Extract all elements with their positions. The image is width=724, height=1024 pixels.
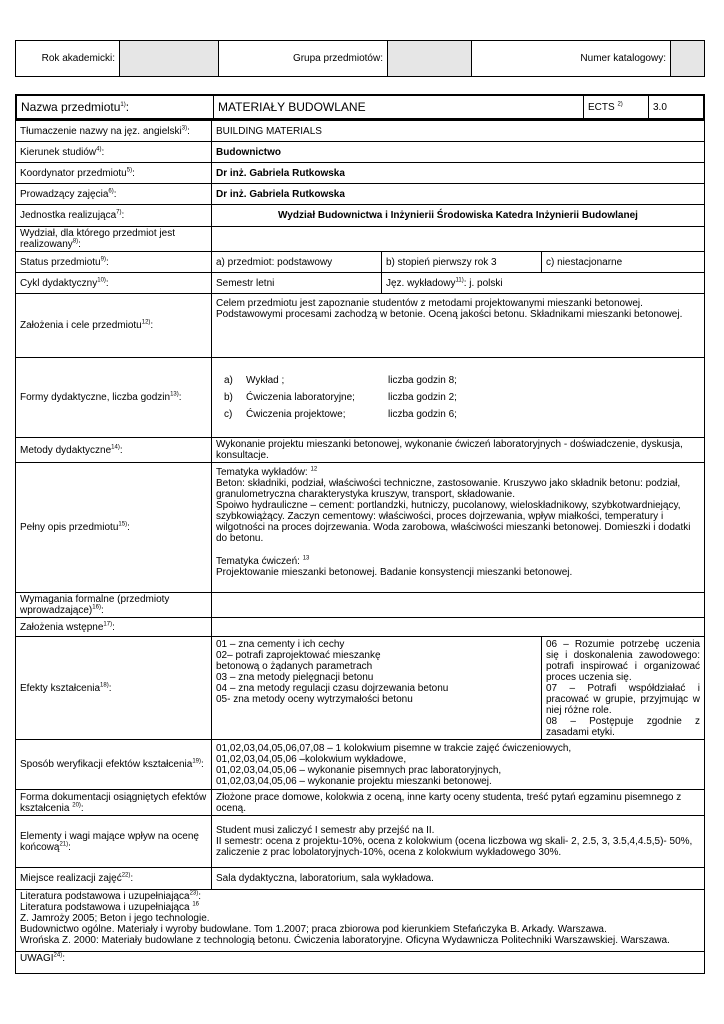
verification-label: Sposób weryfikacji efektów kształcenia$^{19)}$: bbox=[16, 740, 212, 790]
outcomes-right bbox=[542, 637, 705, 740]
faculty-label: Wydział, dla którego przedmiot jest realizowany$^{8)}$: bbox=[16, 227, 212, 252]
notes-cell: UWAGI$^{24)}$: bbox=[16, 952, 705, 974]
exercises-heading: Tematyka ćwiczeń: $^{13}$ bbox=[216, 555, 310, 567]
unit-value: Wydział Budownictwa i Inżynierii Środowiska Katedra Inżynierii Budowlanej bbox=[212, 205, 705, 227]
literature-cell bbox=[16, 890, 705, 952]
status-a: a) przedmiot: podstawowy bbox=[212, 252, 382, 273]
goals-label: Założenia i cele przedmiotu$^{12)}$: bbox=[16, 294, 212, 358]
documentation-label: Forma dokumentacji osiągniętych efektów kształcenia $^{20)}$: bbox=[16, 790, 212, 816]
verification-item: 01,02,03,04,05,06 –kolokwium wykładowe, bbox=[216, 753, 407, 765]
prereq-formal-label: Wymagania formalne (przedmioty wprowadzające)$^{16)}$: bbox=[16, 593, 212, 618]
status-c: c) niestacjonarne bbox=[542, 252, 705, 273]
description-value bbox=[212, 463, 705, 593]
verification-item: 01,02,03,04,05,06,07,08 – 1 kolokwium pisemne w trakcie zajęć ćwiczeniowych, bbox=[216, 742, 572, 754]
unit-label: Jednostka realizująca$^{7)}$: bbox=[16, 205, 212, 227]
literature-label: Literatura podstawowa i uzupełniająca$^{23)}$: bbox=[20, 890, 202, 902]
coordinator-label: Koordynator przedmiotu$^{5)}$: bbox=[16, 163, 212, 184]
description-label: Pełny opis przedmiotu$^{15)}$: bbox=[16, 463, 212, 593]
outcome-item: 01 – zna cementy i ich cechy bbox=[216, 639, 345, 650]
methods-value: Wykonanie projektu mieszanki betonowej, wykonanie ćwiczeń laboratoryjnych - doświadczenie, dyskusja, konsultacje. bbox=[212, 438, 705, 463]
outcome-item: 06 – Rozumie potrzebę uczenia się i doskonalenia zawodowego: potrafi inspirować i organizować proces uczenia się. bbox=[546, 639, 700, 683]
literature-label: Literatura podstawowa i uzupełniająca $^{16}$ bbox=[20, 901, 200, 913]
coordinator-value: Dr inż. Gabriela Rutkowska bbox=[212, 163, 705, 184]
subject-group-value bbox=[388, 41, 472, 77]
lectures-heading: Tematyka wykładów: $^{12}$ bbox=[216, 466, 318, 478]
status-label: Status przedmiotu$^{9)}$: bbox=[16, 252, 212, 273]
literature-item: Z. Jamroży 2005; Beton i jego technologie. bbox=[20, 913, 210, 924]
outcome-item: 04 – zna metody regulacji czasu dojrzewania betonu bbox=[216, 683, 449, 694]
place-label: Miejsce realizacji zajęć$^{22)}$: bbox=[16, 868, 212, 890]
lectures-topics: Beton: składniki, podział, właściwości techniczne, zastosowanie. Kruszywo jako składnik betonu: podział, granulometryczna charakterystyka kruszyw, transport, składowanie. bbox=[216, 478, 681, 500]
field-value: Budownictwo bbox=[212, 142, 705, 163]
course-name-label: Nazwa przedmiotu$^{1)}$: bbox=[16, 95, 214, 119]
cycle-label: Cykl dydaktyczny$^{10)}$: bbox=[16, 273, 212, 294]
verification-value bbox=[212, 740, 705, 790]
place-value: Sala dydaktyczna, laboratorium, sala wykładowa. bbox=[212, 868, 705, 890]
cycle-value: Semestr letni bbox=[212, 273, 382, 294]
outcome-item: 02– potrafi zaprojektować mieszankę betonową o żądanych parametrach bbox=[216, 650, 381, 672]
form-item: b) Ćwiczenia laboratoryjne; liczba godzin 2; bbox=[224, 392, 457, 403]
lectures-topics: Spoiwo hydrauliczne – cement: portlandzki, hutniczy, pucolanowy, wieloskładnikowy, szybkotwardniejący, szybkowiążący. Zaczyn cementowy: właściwości, proces dojrzewania, wpływ miałkości, temperatury i wilgotności na proces dojrzewania. Woda zarobowa, właściwości mieszanki betonowej. Domieszki i dodatki do betonu. bbox=[216, 500, 691, 544]
catalog-number-value bbox=[671, 41, 705, 77]
weights-label: Elementy i wagi mające wpływ na ocenę końcową$^{21)}$: bbox=[16, 816, 212, 868]
ects-value: 3.0 bbox=[649, 95, 705, 119]
literature-item: Wrońska Z. 2000: Materiały budowlane z technologią betonu. Ćwiczenia laboratoryjne. Oficyna Wydawnicza Politechniki Warszawskiej. Warszawa. bbox=[20, 935, 670, 946]
outcomes-left bbox=[212, 637, 542, 740]
outcome-item: 05- zna metody oceny wytrzymałości betonu bbox=[216, 694, 413, 705]
header-table bbox=[15, 40, 705, 77]
verification-item: 01,02,03,04,05,06 – wykonanie pisemnych prac laboratoryjnych, bbox=[216, 764, 502, 776]
prereq-label: Założenia wstępne$^{17)}$: bbox=[16, 618, 212, 637]
documentation-value: Złożone prace domowe, kolokwia z oceną, inne karty oceny studenta, treść pytań egzaminu pisemnego z oceną. bbox=[212, 790, 705, 816]
outcomes-label: Efekty kształcenia$^{18)}$: bbox=[16, 637, 212, 740]
translation-label: Tłumaczenie nazwy na jęz. angielski$^{3)}$: bbox=[16, 121, 212, 142]
academic-year-label: Rok akademicki: bbox=[16, 41, 120, 77]
literature-item: Budownictwo ogólne. Materiały i wyroby budowlane. Tom 1.2007; praca zbiorowa pod kierunkiem Stefańczyka B. Arkady. Warszawa. bbox=[20, 924, 607, 935]
weights-value bbox=[212, 816, 705, 868]
forms-label: Formy dydaktyczne, liczba godzin$^{13)}$: bbox=[16, 358, 212, 438]
exercises-topics: Projektowanie mieszanki betonowej. Badanie konsystencji mieszanki betonowej. bbox=[216, 567, 573, 578]
outcome-item: 08 – Postępuje zgodnie z zasadami etyki. bbox=[546, 716, 700, 738]
field-label: Kierunek studiów$^{4)}$: bbox=[16, 142, 212, 163]
form-item: a) Wykład ; liczba godzin 8; bbox=[224, 375, 457, 386]
faculty-value bbox=[212, 227, 705, 252]
form-item: c) Ćwiczenia projektowe; liczba godzin 6; bbox=[224, 409, 457, 420]
prereq-formal-value bbox=[212, 593, 705, 618]
course-name-value: MATERIAŁY BUDOWLANE bbox=[214, 95, 584, 119]
outcome-item: 03 – zna metody pielęgnacji betonu bbox=[216, 672, 374, 683]
subject-group-label: Grupa przedmiotów: bbox=[219, 41, 388, 77]
goals-value: Celem przedmiotu jest zapoznanie studentów z metodami projektowanymi mieszanki betonowej. Podstawowymi procesami zachodzą w betonie. Oceną jakości betonu. Składnikami mieszanki betonowej. bbox=[212, 294, 705, 358]
ects-label: ECTS $^{2)}$ bbox=[584, 95, 649, 119]
status-b: b) stopień pierwszy rok 3 bbox=[382, 252, 542, 273]
main-table bbox=[15, 120, 705, 974]
academic-year-value bbox=[120, 41, 219, 77]
catalog-number-label: Numer katalogowy: bbox=[472, 41, 671, 77]
outcome-item: 07 – Potrafi współdziałać i pracować w grupie, przyjmując w niej różne role. bbox=[546, 683, 700, 716]
weights-line: II semestr: ocena z projektu-10%, ocena z kolokwium (ocena liczbowa wg skali- 2, 2.5, 3, 3.5,4,4.5,5)- 50%, zaliczenie z prac lobolatoryjnych-10%, ocena z kolokwium wykładowego 30%. bbox=[216, 836, 693, 858]
verification-item: 01,02,03,04,05,06 – wykonanie projektu mieszanki betonowej. bbox=[216, 775, 492, 787]
methods-label: Metody dydaktyczne$^{14)}$: bbox=[16, 438, 212, 463]
weights-line: Student musi zaliczyć I semestr aby przejść na II. bbox=[216, 825, 435, 836]
translation-value: BUILDING MATERIALS bbox=[212, 121, 705, 142]
prereq-value bbox=[212, 618, 705, 637]
forms-value bbox=[212, 358, 705, 438]
course-name-table bbox=[15, 94, 705, 120]
lecturer-value: Dr inż. Gabriela Rutkowska bbox=[212, 184, 705, 205]
lecturer-label: Prowadzący zajęcia$^{6)}$: bbox=[16, 184, 212, 205]
language-value: Jęz. wykładowy$^{11)}$: j. polski bbox=[382, 273, 705, 294]
